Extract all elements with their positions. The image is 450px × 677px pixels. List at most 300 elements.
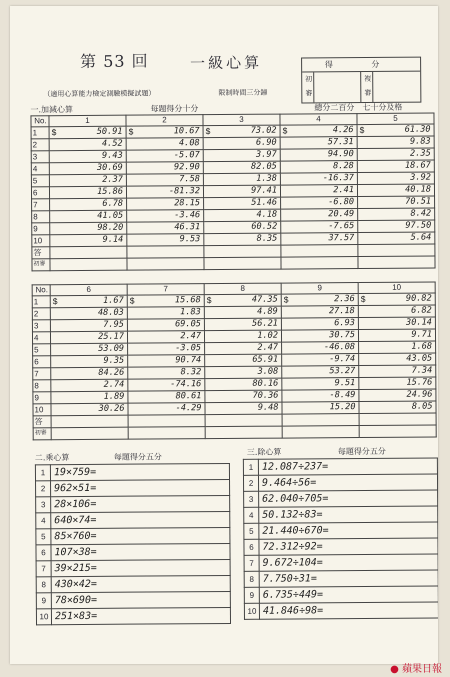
value-cell bbox=[280, 137, 357, 150]
column-header: 6 bbox=[50, 284, 127, 296]
value-cell bbox=[127, 331, 204, 344]
cell-value: 1.89 bbox=[103, 391, 125, 402]
score-box bbox=[301, 57, 421, 104]
cell-value: 80.61 bbox=[175, 391, 202, 402]
value-cell bbox=[358, 208, 435, 221]
row-number: 3 bbox=[32, 320, 50, 332]
cell-value: 1.02 bbox=[257, 330, 279, 341]
cell-value: 15.68 bbox=[174, 295, 201, 306]
cell-value: 4.52 bbox=[101, 138, 123, 149]
dollar-sign-icon: $ bbox=[128, 126, 134, 137]
cell-value: 6.82 bbox=[411, 305, 432, 316]
cell-value: -3.46 bbox=[174, 210, 201, 221]
answer-cell[interactable] bbox=[50, 258, 127, 271]
answer-cell[interactable] bbox=[127, 258, 204, 271]
dollar-sign-icon: $ bbox=[283, 294, 289, 305]
cell-value: 15.86 bbox=[97, 186, 124, 197]
problem-number: 1 bbox=[35, 465, 50, 481]
row-number: 1 bbox=[32, 296, 50, 308]
cell-value: -7.65 bbox=[328, 221, 355, 232]
answer-cell[interactable] bbox=[282, 426, 359, 439]
cell-value: 1.83 bbox=[180, 307, 201, 318]
problem-text: 6.735÷449= bbox=[259, 586, 438, 603]
value-cell bbox=[281, 209, 358, 222]
cell-value: 94.90 bbox=[327, 149, 354, 160]
cell-value: 9.48 bbox=[257, 402, 279, 413]
problem-text: 62.040÷705= bbox=[259, 490, 438, 507]
cell-value: 3.92 bbox=[410, 172, 431, 183]
row-number: 9 bbox=[32, 223, 50, 235]
answer-cell[interactable] bbox=[358, 256, 435, 269]
cell-value: 80.16 bbox=[252, 378, 279, 389]
first-review-label: 初 審 bbox=[304, 72, 314, 102]
value-cell bbox=[358, 220, 435, 233]
multiplication-table bbox=[35, 463, 231, 625]
value-cell bbox=[281, 233, 358, 246]
section1-total: 總分二百分 七十分及格 bbox=[314, 102, 403, 113]
row-number: 6 bbox=[31, 187, 49, 199]
value-cell bbox=[359, 401, 436, 414]
value-cell bbox=[49, 186, 126, 199]
value-cell bbox=[357, 184, 434, 197]
answer-cell[interactable] bbox=[50, 246, 127, 259]
column-header: 7 bbox=[127, 284, 204, 296]
column-header: 10 bbox=[358, 282, 435, 294]
problem-number: 6 bbox=[244, 539, 259, 555]
answer-row-label: 答 bbox=[33, 416, 51, 428]
problem-number: 7 bbox=[244, 555, 259, 571]
column-header: 8 bbox=[204, 283, 281, 295]
cell-value: 25.17 bbox=[98, 331, 125, 342]
row-number: 5 bbox=[33, 344, 51, 356]
column-header: 1 bbox=[49, 115, 126, 127]
answer-cell[interactable] bbox=[128, 427, 205, 440]
cell-value: 8.05 bbox=[411, 401, 433, 412]
problem-text: 85×760= bbox=[51, 527, 230, 544]
cell-value: 98.20 bbox=[97, 222, 124, 233]
cell-value: 5.64 bbox=[410, 232, 432, 243]
problem-row bbox=[36, 479, 230, 496]
problem-text: 78×690= bbox=[51, 591, 230, 608]
worksheet-page bbox=[10, 6, 438, 664]
value-cell bbox=[204, 294, 281, 307]
problem-number: 4 bbox=[36, 513, 51, 529]
row-number: 7 bbox=[32, 199, 50, 211]
value-cell bbox=[203, 173, 280, 186]
dollar-sign-icon: $ bbox=[51, 127, 57, 138]
problem-row bbox=[36, 607, 230, 624]
cell-value: 9.71 bbox=[411, 329, 433, 340]
value-cell bbox=[203, 185, 280, 198]
cell-value: 37.57 bbox=[328, 233, 355, 244]
value-cell bbox=[49, 162, 126, 175]
value-cell bbox=[357, 172, 434, 185]
cell-value: 57.31 bbox=[327, 137, 354, 148]
problem-row bbox=[36, 575, 230, 592]
cell-value: 2.74 bbox=[103, 379, 125, 390]
value-cell bbox=[358, 232, 435, 245]
value-cell bbox=[281, 221, 358, 234]
value-cell bbox=[126, 150, 203, 163]
cell-value: -46.08 bbox=[324, 342, 356, 353]
cell-value: 2.47 bbox=[257, 342, 279, 353]
row-number: 5 bbox=[31, 175, 49, 187]
answer-cell[interactable] bbox=[359, 413, 436, 426]
cell-value: 47.35 bbox=[251, 294, 278, 305]
cell-value: 28.15 bbox=[174, 198, 201, 209]
cell-value: -3.05 bbox=[175, 343, 202, 354]
problem-row bbox=[244, 554, 438, 571]
cell-value: 30.75 bbox=[329, 330, 356, 341]
column-header: 9 bbox=[281, 283, 358, 295]
cell-value: 18.67 bbox=[404, 160, 431, 171]
cell-value: 41.05 bbox=[97, 210, 124, 221]
value-cell bbox=[51, 355, 128, 368]
row-number: 10 bbox=[33, 404, 51, 416]
value-cell bbox=[50, 234, 127, 247]
value-cell bbox=[128, 379, 205, 392]
row-number: 4 bbox=[32, 332, 50, 344]
problem-row bbox=[36, 591, 230, 608]
section2-label: 二.乘心算 bbox=[34, 453, 70, 463]
problem-text: 962×51= bbox=[51, 479, 230, 496]
cell-value: 9.14 bbox=[102, 234, 124, 245]
problem-number: 5 bbox=[244, 523, 259, 539]
dollar-sign-icon: $ bbox=[52, 296, 58, 307]
cell-value: 4.89 bbox=[257, 306, 278, 317]
value-cell bbox=[280, 173, 357, 186]
answer-cell[interactable] bbox=[281, 257, 358, 270]
cell-value: 3.97 bbox=[256, 149, 277, 160]
value-cell bbox=[127, 295, 204, 308]
value-cell bbox=[203, 137, 280, 150]
value-cell bbox=[204, 306, 281, 319]
value-cell bbox=[280, 161, 357, 174]
dollar-sign-icon: $ bbox=[206, 295, 212, 306]
answer-cell[interactable] bbox=[204, 245, 281, 258]
problem-row bbox=[243, 474, 437, 491]
cell-value: 2.37 bbox=[102, 174, 123, 185]
section2-points: 每題得分五分 bbox=[113, 452, 162, 462]
problem-text: 39×215= bbox=[51, 559, 230, 576]
problem-number: 9 bbox=[244, 587, 259, 603]
answer-cell[interactable] bbox=[358, 244, 435, 257]
second-review-cell bbox=[361, 72, 419, 102]
value-cell bbox=[359, 365, 436, 378]
cell-value: 6.93 bbox=[334, 318, 355, 329]
cell-value: 7.34 bbox=[411, 365, 433, 376]
value-cell bbox=[281, 318, 358, 331]
value-cell bbox=[282, 378, 359, 391]
second-review-label: 複 審 bbox=[363, 72, 373, 102]
cell-value: 1.68 bbox=[411, 341, 433, 352]
value-cell bbox=[50, 307, 127, 320]
value-cell bbox=[357, 124, 434, 137]
cell-value: -74.16 bbox=[170, 379, 202, 390]
column-header: 2 bbox=[126, 115, 203, 127]
cell-value: 97.50 bbox=[405, 220, 432, 231]
column-header: 4 bbox=[280, 114, 357, 126]
dollar-sign-icon: $ bbox=[360, 294, 366, 305]
problem-number: 3 bbox=[244, 491, 259, 507]
answer-cell[interactable] bbox=[128, 415, 205, 428]
first-review-row-label: 初審 bbox=[33, 428, 51, 440]
value-cell bbox=[128, 367, 205, 380]
value-cell bbox=[282, 342, 359, 355]
value-cell bbox=[357, 160, 434, 173]
value-cell bbox=[50, 319, 127, 332]
cell-value: 50.91 bbox=[96, 126, 123, 137]
answer-cell[interactable] bbox=[281, 245, 358, 258]
problem-text: 21.440÷670= bbox=[259, 522, 438, 539]
cell-value: 2.36 bbox=[334, 294, 355, 305]
cell-value: 9.51 bbox=[334, 378, 356, 389]
value-cell bbox=[358, 196, 435, 209]
problem-number: 9 bbox=[36, 593, 51, 609]
cell-value: -9.74 bbox=[329, 354, 356, 365]
value-cell bbox=[204, 318, 281, 331]
cell-value: 8.42 bbox=[410, 208, 432, 219]
value-cell bbox=[127, 210, 204, 223]
answer-cell[interactable] bbox=[205, 414, 282, 427]
cell-value: 30.14 bbox=[406, 317, 432, 328]
problem-number: 1 bbox=[243, 459, 258, 475]
cell-value: 46.31 bbox=[174, 222, 201, 233]
cell-value: 27.18 bbox=[328, 306, 355, 317]
cell-value: 15.20 bbox=[329, 402, 356, 413]
division-table bbox=[243, 458, 438, 620]
value-cell bbox=[282, 366, 359, 379]
test-note: （適用心算能力檢定測驗模擬試題） bbox=[43, 89, 156, 99]
value-cell bbox=[49, 150, 126, 163]
cell-value: 8.32 bbox=[180, 367, 202, 378]
problem-row bbox=[244, 506, 438, 523]
value-cell bbox=[358, 329, 435, 342]
no-header: No. bbox=[32, 285, 50, 296]
problem-number: 6 bbox=[36, 545, 51, 561]
cell-value: 97.41 bbox=[251, 185, 278, 196]
cell-value: 30.26 bbox=[98, 403, 125, 414]
value-cell bbox=[128, 343, 205, 356]
value-cell bbox=[126, 162, 203, 175]
value-cell bbox=[358, 305, 435, 318]
row-number: 1 bbox=[31, 127, 49, 139]
value-cell bbox=[282, 354, 359, 367]
value-cell bbox=[128, 391, 205, 404]
cell-value: 9.43 bbox=[102, 150, 123, 161]
problem-row bbox=[36, 559, 230, 576]
cell-value: 4.18 bbox=[256, 209, 278, 220]
value-cell bbox=[128, 355, 205, 368]
value-cell bbox=[127, 198, 204, 211]
section1-points: 每題得分十分 bbox=[150, 104, 199, 114]
value-cell bbox=[205, 354, 282, 367]
value-cell bbox=[126, 138, 203, 151]
cell-value: 43.05 bbox=[406, 353, 433, 364]
cell-value: 2.41 bbox=[333, 185, 355, 196]
column-header: 5 bbox=[357, 113, 434, 125]
problem-text: 9.672÷104= bbox=[259, 554, 438, 571]
cell-value: -4.29 bbox=[175, 403, 202, 414]
first-review-row-label: 初審 bbox=[32, 259, 50, 271]
cell-value: 6.78 bbox=[102, 198, 124, 209]
problem-number: 2 bbox=[36, 481, 51, 497]
first-review-row bbox=[32, 256, 435, 271]
problem-row bbox=[36, 495, 230, 512]
value-cell bbox=[357, 148, 434, 161]
value-cell bbox=[205, 366, 282, 379]
value-cell bbox=[204, 197, 281, 210]
answer-cell[interactable] bbox=[51, 415, 128, 428]
problem-text: 28×106= bbox=[51, 495, 230, 512]
apple-logo-icon: ● bbox=[390, 664, 399, 675]
value-cell bbox=[280, 185, 357, 198]
cell-value: 70.36 bbox=[252, 390, 279, 401]
cell-value: 70.51 bbox=[405, 196, 432, 207]
problem-number: 10 bbox=[244, 603, 259, 619]
value-cell bbox=[50, 198, 127, 211]
cell-value: 9.83 bbox=[409, 136, 431, 147]
cell-value: 65.91 bbox=[252, 354, 279, 365]
problem-text: 41.846÷98= bbox=[259, 602, 438, 619]
cell-value: 1.38 bbox=[256, 173, 277, 184]
cell-value: 8.28 bbox=[333, 161, 354, 172]
row-number: 2 bbox=[31, 139, 49, 151]
value-cell bbox=[204, 330, 281, 343]
answer-cell[interactable] bbox=[204, 257, 281, 270]
value-cell bbox=[359, 341, 436, 354]
value-cell bbox=[128, 403, 205, 416]
value-cell bbox=[127, 319, 204, 332]
problem-text: 107×38= bbox=[51, 543, 230, 560]
answer-cell[interactable] bbox=[359, 425, 436, 438]
problem-text: 7.750÷31= bbox=[259, 570, 438, 587]
value-cell bbox=[281, 197, 358, 210]
value-cell bbox=[126, 186, 203, 199]
first-review-row bbox=[33, 425, 436, 440]
cell-value: 61.30 bbox=[404, 124, 431, 135]
value-cell bbox=[127, 307, 204, 320]
value-cell bbox=[204, 233, 281, 246]
problem-number: 5 bbox=[36, 529, 51, 545]
cell-value: -81.32 bbox=[168, 186, 201, 197]
value-cell bbox=[282, 402, 359, 415]
cell-value: -8.49 bbox=[329, 390, 356, 401]
cell-value: -6.80 bbox=[328, 197, 355, 208]
problem-row bbox=[244, 586, 438, 603]
value-cell bbox=[280, 149, 357, 162]
time-limit: 限制時間三分鐘 bbox=[218, 88, 268, 98]
answer-cell[interactable] bbox=[51, 427, 128, 440]
value-cell bbox=[127, 222, 204, 235]
cell-value: 9.53 bbox=[179, 234, 201, 245]
value-cell bbox=[50, 210, 127, 223]
problem-text: 12.087÷237= bbox=[258, 458, 437, 475]
problem-text: 430×42= bbox=[51, 575, 230, 592]
problem-number: 8 bbox=[36, 577, 51, 593]
dollar-sign-icon: $ bbox=[359, 125, 365, 136]
value-cell bbox=[203, 149, 280, 162]
value-cell bbox=[49, 126, 126, 139]
score-label: 得 分 bbox=[302, 58, 420, 73]
cell-value: 48.03 bbox=[97, 307, 124, 318]
value-cell bbox=[127, 234, 204, 247]
value-cell bbox=[50, 222, 127, 235]
problem-row bbox=[244, 570, 438, 587]
problem-number: 3 bbox=[36, 497, 51, 513]
value-cell bbox=[358, 293, 435, 306]
problem-row bbox=[244, 490, 438, 507]
problem-row bbox=[36, 511, 230, 528]
value-cell bbox=[282, 390, 359, 403]
answer-cell[interactable] bbox=[282, 414, 359, 427]
dollar-sign-icon: $ bbox=[205, 126, 211, 137]
answer-cell[interactable] bbox=[205, 426, 282, 439]
value-cell bbox=[358, 317, 435, 330]
problem-text: 640×74= bbox=[51, 511, 230, 528]
cell-value: 56.21 bbox=[252, 318, 278, 329]
row-number: 10 bbox=[32, 235, 50, 247]
cell-value: 40.18 bbox=[405, 184, 432, 195]
answer-cell[interactable] bbox=[127, 246, 204, 259]
value-cell bbox=[49, 138, 126, 151]
problem-text: 72.312÷92= bbox=[259, 538, 438, 555]
cell-value: 90.74 bbox=[175, 355, 202, 366]
value-cell bbox=[126, 174, 203, 187]
problem-number: 10 bbox=[36, 609, 51, 625]
value-cell bbox=[359, 377, 436, 390]
value-cell bbox=[281, 306, 358, 319]
problem-row bbox=[244, 602, 438, 619]
cell-value: 9.35 bbox=[103, 355, 125, 366]
cell-value: 30.69 bbox=[96, 162, 123, 173]
addition-block-2 bbox=[32, 282, 437, 441]
cell-value: -16.37 bbox=[322, 173, 354, 184]
cell-value: 20.49 bbox=[328, 209, 355, 220]
value-cell bbox=[204, 209, 281, 222]
cell-value: 60.52 bbox=[251, 221, 278, 232]
value-cell bbox=[280, 125, 357, 138]
value-cell bbox=[281, 330, 358, 343]
cell-value: 8.35 bbox=[256, 233, 278, 244]
problem-text: 19×759= bbox=[50, 463, 229, 480]
value-cell bbox=[51, 403, 128, 416]
problem-number: 8 bbox=[244, 571, 259, 587]
cell-value: 6.90 bbox=[255, 137, 277, 148]
value-cell bbox=[203, 125, 280, 138]
cell-value: 53.27 bbox=[329, 366, 356, 377]
problem-row bbox=[36, 527, 230, 544]
cell-value: 7.58 bbox=[179, 174, 200, 185]
no-header: No. bbox=[31, 116, 49, 127]
problem-row bbox=[244, 522, 438, 539]
value-cell bbox=[359, 353, 436, 366]
value-cell bbox=[281, 294, 358, 307]
section3-label: 三.除心算 bbox=[246, 447, 282, 457]
column-header: 3 bbox=[203, 114, 280, 126]
value-cell bbox=[205, 378, 282, 391]
cell-value: 4.08 bbox=[178, 138, 200, 149]
cell-value: 73.02 bbox=[250, 125, 277, 136]
cell-value: 84.26 bbox=[98, 367, 125, 378]
value-cell bbox=[205, 402, 282, 415]
cell-value: 82.05 bbox=[250, 161, 277, 172]
cell-value: 2.35 bbox=[410, 148, 431, 159]
problem-text: 251×83= bbox=[51, 607, 230, 624]
row-number: 6 bbox=[33, 356, 51, 368]
problem-row bbox=[35, 463, 229, 480]
value-cell bbox=[50, 331, 127, 344]
